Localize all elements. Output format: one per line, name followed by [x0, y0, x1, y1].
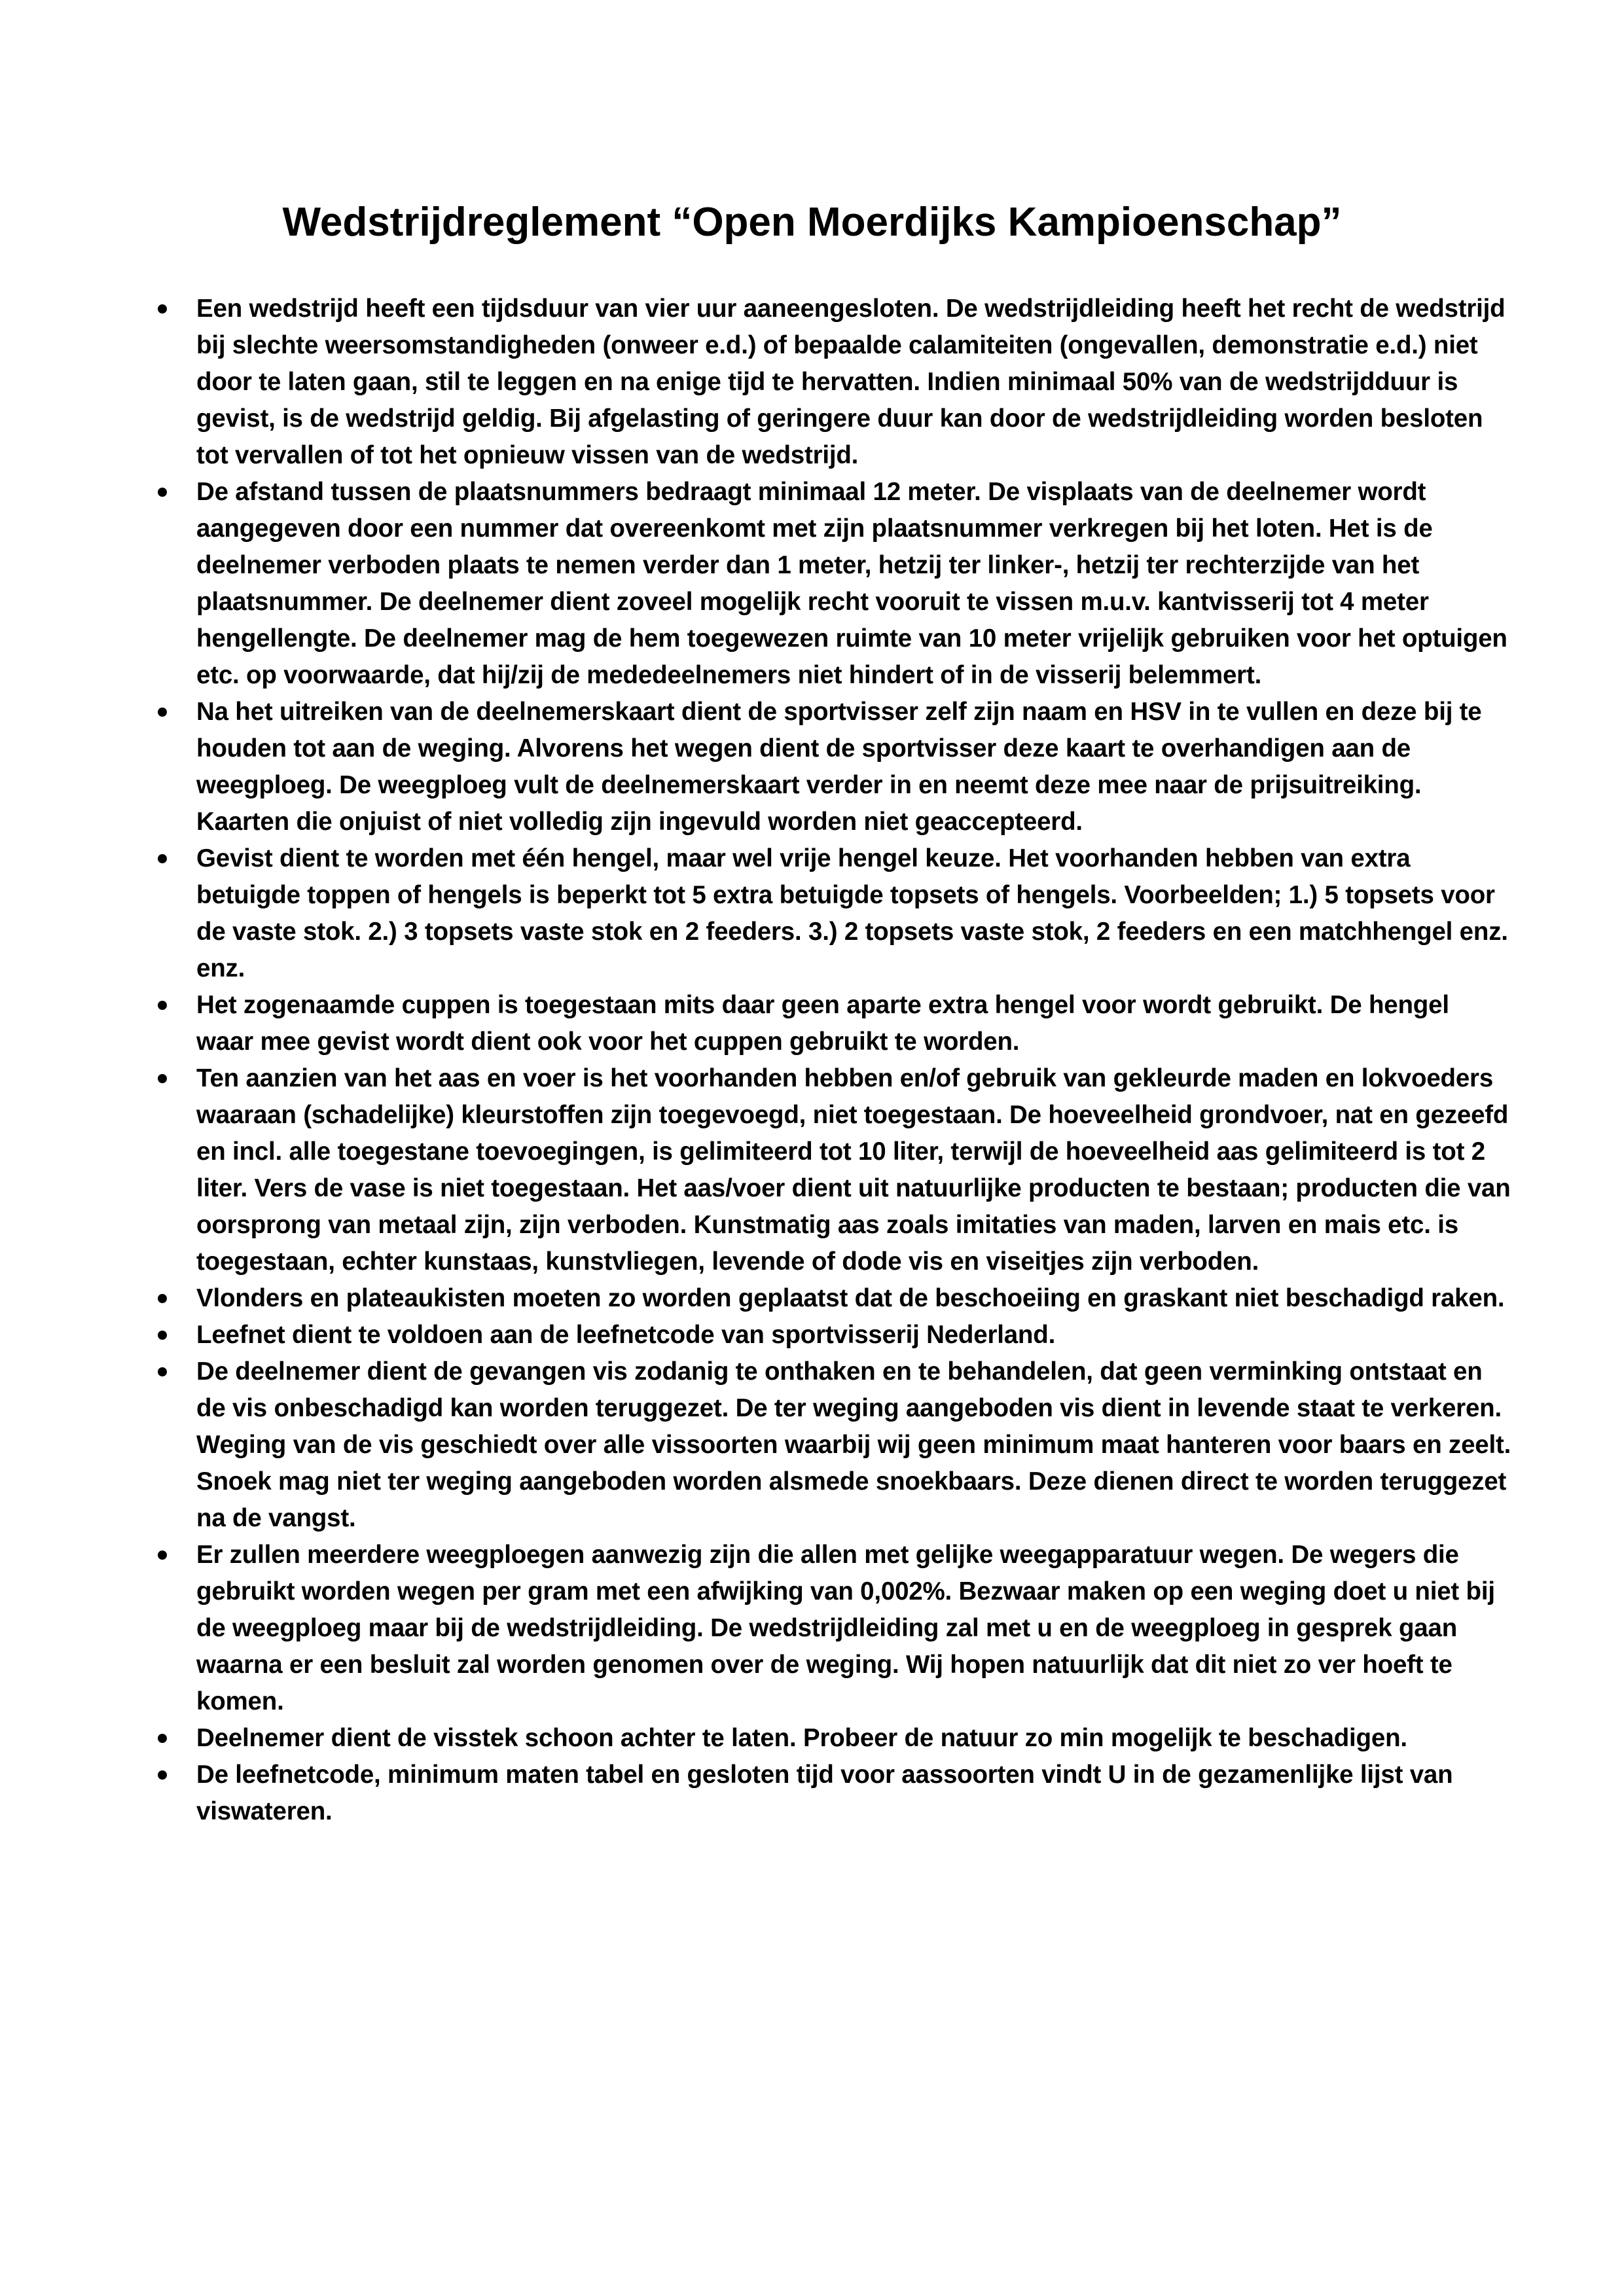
rule-text: De leefnetcode, minimum maten tabel en gesloten tijd voor aassoorten vindt U in de gezamenlijke lijst van viswateren.: [196, 1761, 1453, 1825]
bullet-icon: [154, 1720, 170, 1757]
rule-item: [196, 1720, 1512, 1757]
rule-text: Een wedstrijd heeft een tijdsduur van vier uur aaneengesloten. De wedstrijdleiding heeft het recht de wedstrijd bij slechte weersomstandigheden (onweer e.d.) of bepaalde calamiteiten (ongevallen, demonstratie e.d.) niet door te laten gaan, stil te leggen en na enige tijd te hervatten. Indien minimaal 50% van de wedstrijdduur is gevist, is de wedstrijd geldig. Bij afgelasting of geringere duur kan door de wedstrijdleiding worden besloten tot vervallen of tot het opnieuw vissen van de wedstrijd.: [196, 295, 1506, 469]
rule-item: [196, 987, 1512, 1060]
rules-list: [196, 291, 1512, 1830]
rule-text: De afstand tussen de plaatsnummers bedraagt minimaal 12 meter. De visplaats van de deelnemer wordt aangegeven door een nummer dat overeenkomt met zijn plaatsnummer verkregen bij het loten. Het is de deelnemer verboden plaats te nemen verder dan 1 meter, hetzij ter linker-, hetzij ter rechterzijde van het plaatsnummer. De deelnemer dient zoveel mogelijk recht vooruit te vissen m.u.v. kantvisserij tot 4 meter hengellengte. De deelnemer mag de hem toegewezen ruimte van 10 meter vrijelijk gebruiken voor het optuigen etc. op voorwaarde, dat hij/zij de mededeelnemers niet hindert of in de visserij belemmert.: [196, 478, 1507, 689]
rule-item: [196, 1280, 1512, 1317]
bullet-icon: [154, 1060, 170, 1097]
document-title: Wedstrijdreglement “Open Moerdijks Kampioenschap”: [282, 200, 1342, 245]
bullet-icon: [154, 987, 170, 1024]
bullet-icon: [154, 1757, 170, 1793]
rule-text: Na het uitreiken van de deelnemerskaart dient de sportvisser zelf zijn naam en HSV in te vullen en deze bij te houden tot aan de weging. Alvorens het wegen dient de sportvisser deze kaart te overhandigen aan de weegploeg. De weegploeg vult de deelnemerskaart verder in en neemt deze mee naar de prijsuitreiking. Kaarten die onjuist of niet volledig zijn ingevuld worden niet geaccepteerd.: [196, 698, 1482, 836]
rule-text: De deelnemer dient de gevangen vis zodanig te onthaken en te behandelen, dat geen verminking ontstaat en de vis onbeschadigd kan worden teruggezet. De ter weging aangeboden vis dient in levende staat te verkeren. Weging van de vis geschiedt over alle vissoorten waarbij wij geen minimum maat hanteren voor baars en zeelt. Snoek mag niet ter weging aangeboden worden alsmede snoekbaars. Deze dienen direct te worden teruggezet na de vangst.: [196, 1357, 1511, 1532]
bullet-icon: [154, 1317, 170, 1354]
rule-item: [196, 1537, 1512, 1720]
rule-item: [196, 1757, 1512, 1830]
rule-item: [196, 694, 1512, 840]
rule-text: Het zogenaamde cuppen is toegestaan mits daar geen aparte extra hengel voor wordt gebruikt. De hengel waar mee gevist wordt dient ook voor het cuppen gebruikt te worden.: [196, 991, 1449, 1056]
bullet-icon: [154, 694, 170, 730]
rule-item: [196, 291, 1512, 474]
bullet-icon: [154, 1354, 170, 1390]
bullet-icon: [154, 474, 170, 511]
rule-text: Er zullen meerdere weegploegen aanwezig zijn die allen met gelijke weegapparatuur wegen. De wegers die gebruikt worden wegen per gram met een afwijking van 0,002%. Bezwaar maken op een weging doet u niet bij de weegploeg maar bij de wedstrijdleiding. De wedstrijdleiding zal met u en de weegploeg in gesprek gaan waarna er een besluit zal worden genomen over de weging. Wij hopen natuurlijk dat dit niet zo ver hoeft te komen.: [196, 1541, 1495, 1715]
rule-text: Leefnet dient te voldoen aan de leefnetcode van sportvisserij Nederland.: [196, 1321, 1056, 1349]
rule-item: [196, 840, 1512, 987]
bullet-icon: [154, 291, 170, 327]
bullet-icon: [154, 1537, 170, 1573]
rule-text: Deelnemer dient de visstek schoon achter te laten. Probeer de natuur zo min mogelijk te beschadigen.: [196, 1724, 1407, 1752]
rule-item: [196, 1354, 1512, 1537]
rule-item: [196, 474, 1512, 694]
rule-item: [196, 1317, 1512, 1354]
rule-text: Ten aanzien van het aas en voer is het voorhanden hebben en/of gebruik van gekleurde maden en lokvoeders waaraan (schadelijke) kleurstoffen zijn toegevoegd, niet toegestaan. De hoeveelheid grondvoer, nat en gezeefd en incl. alle toegestane toevoegingen, is gelimiteerd tot 10 liter, terwijl de hoeveelheid aas gelimiteerd is tot 2 liter. Vers de vase is niet toegestaan. Het aas/voer dient uit natuurlijke producten te bestaan; producten die van oorsprong van metaal zijn, zijn verboden. Kunstmatig aas zoals imitaties van maden, larven en mais etc. is toegestaan, echter kunstaas, kunstvliegen, levende of dode vis en viseitjes zijn verboden.: [196, 1064, 1511, 1276]
rule-text: Gevist dient te worden met één hengel, maar wel vrije hengel keuze. Het voorhanden hebben van extra betuigde toppen of hengels is beperkt tot 5 extra betuigde topsets of hengels. Voorbeelden; 1.) 5 topsets voor de vaste stok. 2.) 3 topsets vaste stok en 2 feeders. 3.) 2 topsets vaste stok, 2 feeders en een matchhengel enz. enz.: [196, 844, 1508, 982]
rule-item: [196, 1060, 1512, 1280]
bullet-icon: [154, 1280, 170, 1317]
bullet-icon: [154, 840, 170, 877]
rule-text: Vlonders en plateaukisten moeten zo worden geplaatst dat de beschoeiing en graskant niet beschadigd raken.: [196, 1284, 1505, 1312]
